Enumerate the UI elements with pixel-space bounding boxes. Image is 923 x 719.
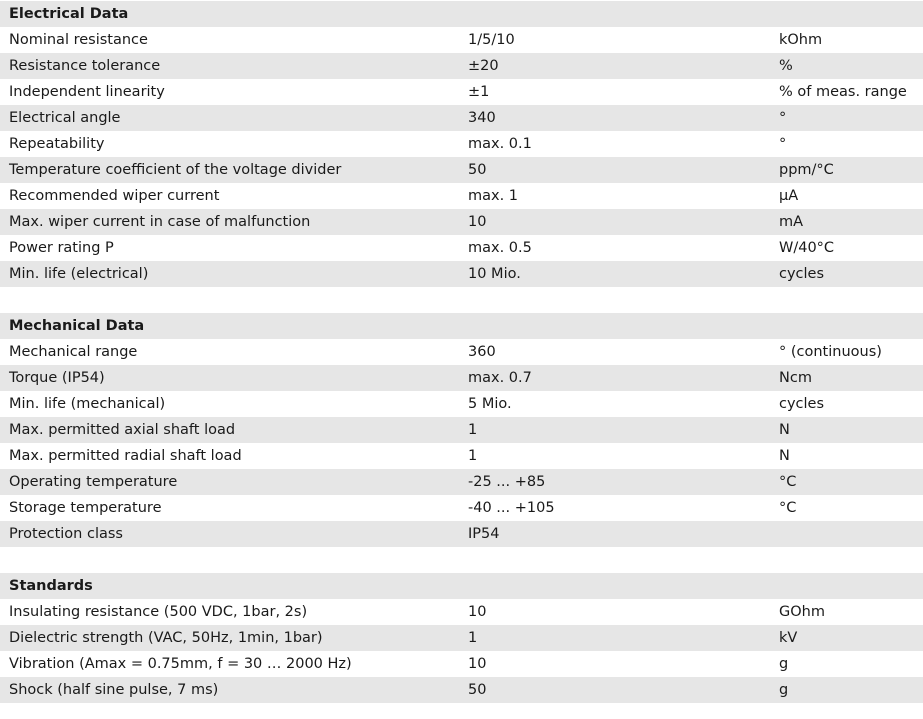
section-header <box>0 573 923 599</box>
parameter-cell: Repeatability <box>9 136 105 152</box>
value-cell: 1 <box>468 630 478 646</box>
parameter-cell: Min. life (mechanical) <box>9 396 166 412</box>
table-row <box>0 339 923 365</box>
value-cell: 10 <box>468 214 487 230</box>
unit-cell: ° <box>779 136 787 152</box>
section-electrical-data <box>0 1 923 287</box>
value-cell: IP54 <box>468 526 500 542</box>
value-cell: ±1 <box>468 84 490 100</box>
section-spacer <box>0 547 923 573</box>
value-cell: -25 ... +85 <box>468 474 546 490</box>
unit-cell: GOhm <box>779 604 825 620</box>
table-row <box>0 209 923 235</box>
parameter-cell: Dielectric strength (VAC, 50Hz, 1min, 1bar) <box>9 630 323 646</box>
unit-cell: ppm/°C <box>779 162 834 178</box>
value-cell: 5 Mio. <box>468 396 512 412</box>
table-row <box>0 625 923 651</box>
parameter-cell: Max. permitted radial shaft load <box>9 448 242 464</box>
parameter-cell: Max. wiper current in case of malfunction <box>9 214 311 230</box>
value-cell: max. 0.7 <box>468 370 532 386</box>
unit-cell: °C <box>779 474 797 490</box>
unit-cell: kOhm <box>779 32 823 48</box>
parameter-cell: Independent linearity <box>9 84 165 100</box>
value-cell: max. 0.5 <box>468 240 532 256</box>
parameter-cell: Nominal resistance <box>9 32 148 48</box>
unit-cell: cycles <box>779 396 825 412</box>
value-cell: -40 ... +105 <box>468 500 555 516</box>
parameter-cell: Mechanical range <box>9 344 138 360</box>
parameter-cell: Max. permitted axial shaft load <box>9 422 236 438</box>
parameter-cell: Electrical angle <box>9 110 121 126</box>
unit-cell: kV <box>779 630 798 646</box>
unit-cell: g <box>779 682 789 698</box>
table-row <box>0 443 923 469</box>
value-cell: 1 <box>468 448 478 464</box>
value-cell: 10 Mio. <box>468 266 521 282</box>
table-row <box>0 365 923 391</box>
table-row <box>0 53 923 79</box>
section-standards <box>0 573 923 703</box>
value-cell: 340 <box>468 110 496 126</box>
unit-cell: °C <box>779 500 797 516</box>
parameter-cell: Torque (IP54) <box>9 370 105 386</box>
value-cell: max. 0.1 <box>468 136 532 152</box>
table-row <box>0 651 923 677</box>
parameter-cell: Vibration (Amax = 0.75mm, f = 30 … 2000 Hz) <box>9 656 352 672</box>
unit-cell: Ncm <box>779 370 812 386</box>
unit-cell: g <box>779 656 789 672</box>
section-title: Standards <box>9 578 93 594</box>
table-row <box>0 677 923 703</box>
value-cell: 1 <box>468 422 478 438</box>
value-cell: ±20 <box>468 58 499 74</box>
unit-cell: mA <box>779 214 804 230</box>
unit-cell <box>779 521 923 547</box>
parameter-cell: Operating temperature <box>9 474 178 490</box>
value-cell: 360 <box>468 344 496 360</box>
value-cell: max. 1 <box>468 188 519 204</box>
unit-cell: N <box>779 448 790 464</box>
parameter-cell: Insulating resistance (500 VDC, 1bar, 2s) <box>9 604 308 620</box>
parameter-cell: Resistance tolerance <box>9 58 161 74</box>
parameter-cell: Min. life (electrical) <box>9 266 149 282</box>
unit-cell: cycles <box>779 266 825 282</box>
unit-cell: ° <box>779 110 787 126</box>
table-row <box>0 261 923 287</box>
section-title: Mechanical Data <box>9 318 145 334</box>
section-spacer <box>0 287 923 313</box>
table-row <box>0 417 923 443</box>
unit-cell: W/40°C <box>779 240 835 256</box>
parameter-cell: Power rating P <box>9 240 114 256</box>
table-row <box>0 469 923 495</box>
unit-cell: % of meas. range <box>779 84 907 100</box>
table-row <box>0 235 923 261</box>
value-cell: 1/5/10 <box>468 32 515 48</box>
section-header <box>0 313 923 339</box>
table-row <box>0 495 923 521</box>
parameter-cell: Protection class <box>9 526 123 542</box>
unit-cell: µA <box>779 188 799 204</box>
parameter-cell: Temperature coefficient of the voltage divider <box>9 162 342 178</box>
parameter-cell: Storage temperature <box>9 500 162 516</box>
value-cell: 50 <box>468 162 487 178</box>
section-mechanical-data <box>0 313 923 547</box>
table-row <box>0 131 923 157</box>
unit-cell: N <box>779 422 790 438</box>
section-title: Electrical Data <box>9 6 129 22</box>
table-row <box>0 599 923 625</box>
table-row <box>0 391 923 417</box>
unit-cell: % <box>779 58 793 74</box>
table-row <box>0 79 923 105</box>
parameter-cell: Recommended wiper current <box>9 188 220 204</box>
parameter-cell: Shock (half sine pulse, 7 ms) <box>9 682 219 698</box>
value-cell: 10 <box>468 656 487 672</box>
section-header <box>0 1 923 27</box>
table-row <box>0 521 923 547</box>
table-row <box>0 27 923 53</box>
value-cell: 50 <box>468 682 487 698</box>
table-row <box>0 157 923 183</box>
unit-cell: ° (continuous) <box>779 344 882 360</box>
table-row <box>0 183 923 209</box>
value-cell: 10 <box>468 604 487 620</box>
table-row <box>0 105 923 131</box>
